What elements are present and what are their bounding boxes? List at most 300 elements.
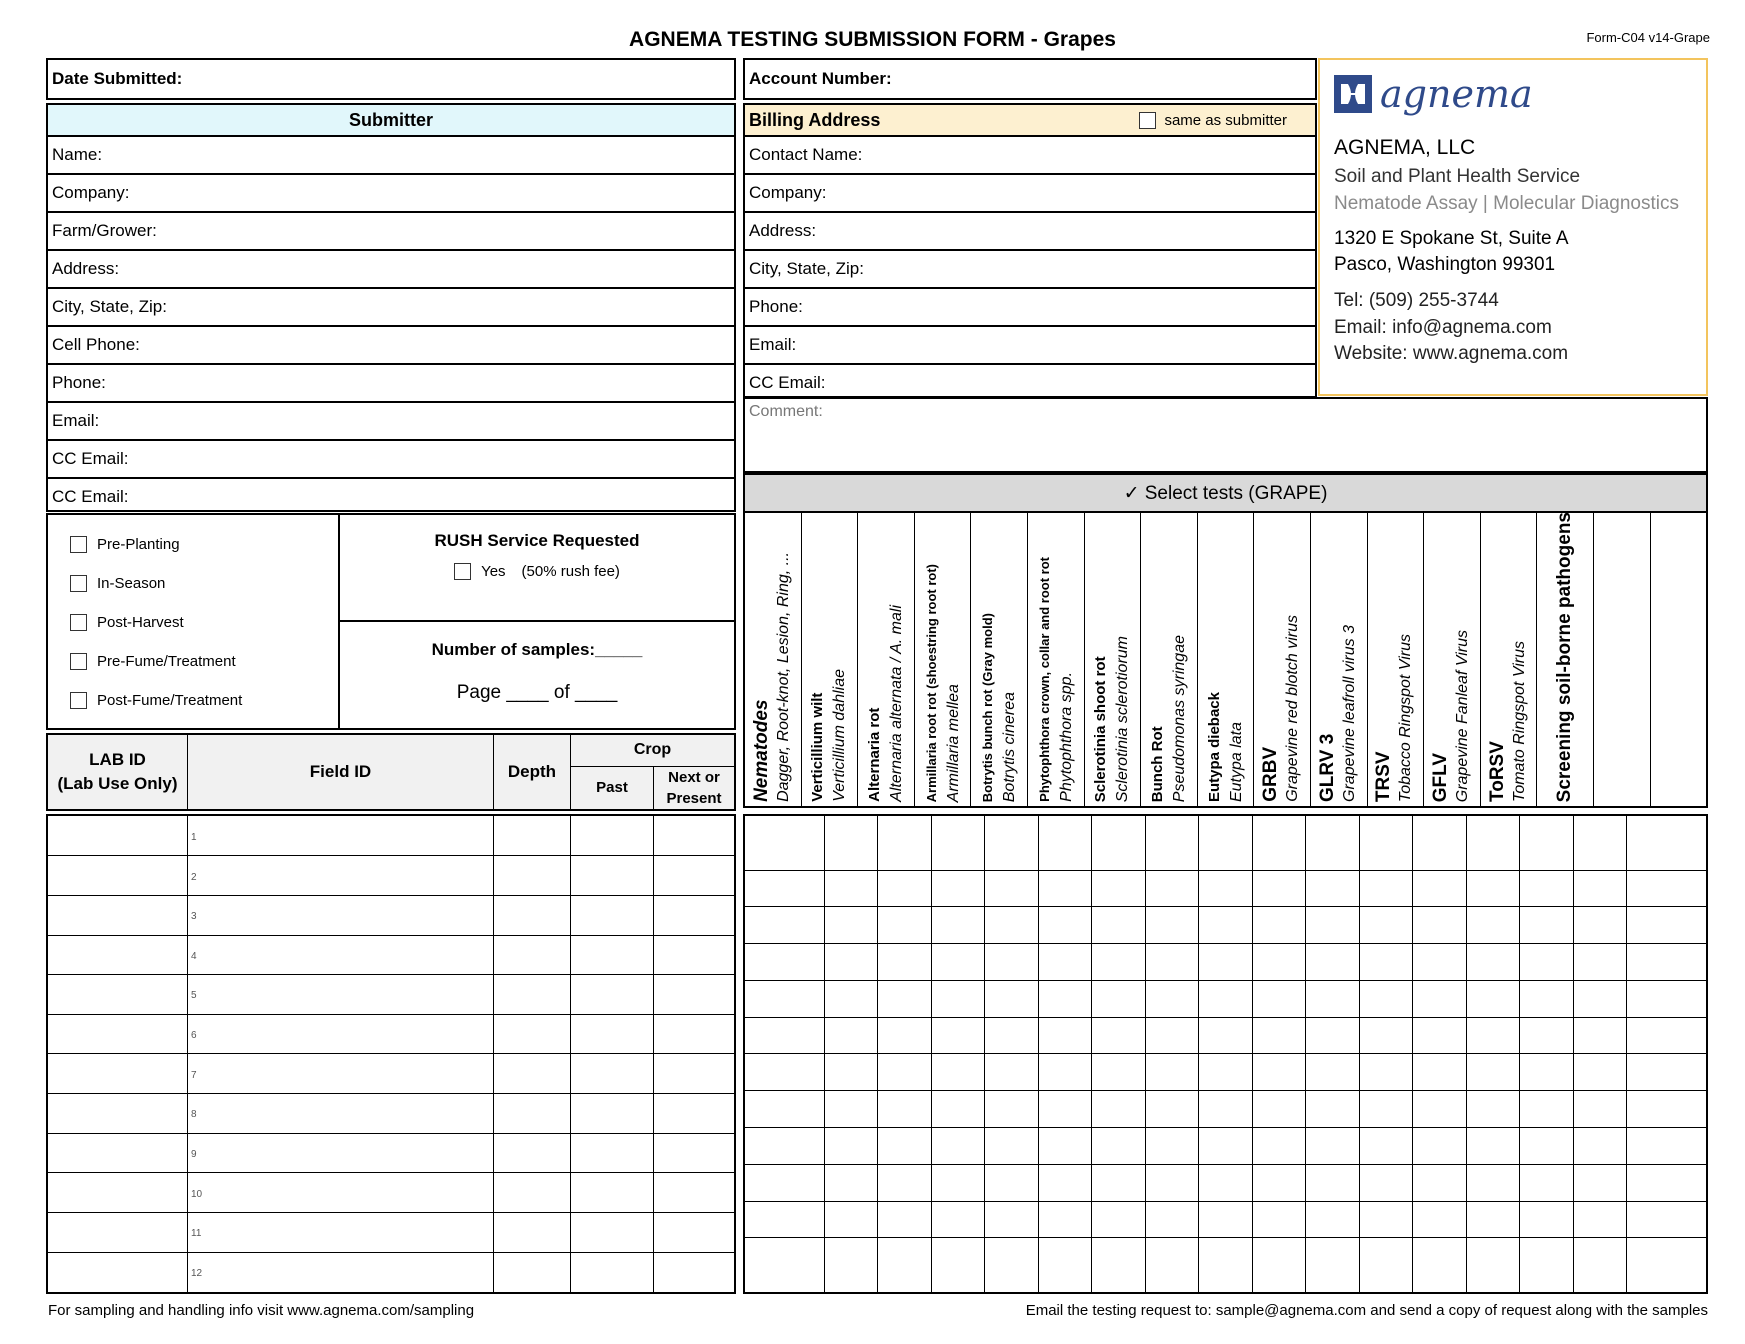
test-selection-cell[interactable]	[1359, 1201, 1413, 1238]
timing-checkbox[interactable]	[70, 575, 87, 592]
test-selection-cell[interactable]	[1145, 1238, 1199, 1293]
timing-checkbox[interactable]	[70, 653, 87, 670]
test-selection-cell[interactable]	[824, 944, 878, 981]
test-selection-cell[interactable]	[1038, 980, 1092, 1017]
test-selection-cell[interactable]	[1199, 980, 1253, 1017]
test-selection-cell[interactable]	[1306, 1164, 1360, 1201]
test-selection-cell[interactable]	[1359, 870, 1413, 907]
test-selection-cell[interactable]	[1252, 1054, 1306, 1091]
test-selection-cell[interactable]	[1520, 1201, 1574, 1238]
test-selection-cell[interactable]	[878, 1238, 932, 1293]
test-selection-cell[interactable]	[1252, 1164, 1306, 1201]
test-selection-cell[interactable]	[744, 1164, 824, 1201]
depth-cell[interactable]	[494, 815, 571, 856]
test-selection-cell[interactable]	[1466, 907, 1520, 944]
lab-id-cell[interactable]	[47, 1133, 188, 1173]
test-selection-cell[interactable]	[1359, 980, 1413, 1017]
crop-next-cell[interactable]	[654, 856, 736, 896]
submitter-field-row[interactable]	[48, 441, 734, 479]
test-selection-cell[interactable]	[1520, 1164, 1574, 1201]
same-as-submitter-checkbox[interactable]	[1139, 112, 1156, 129]
lab-id-cell[interactable]	[47, 975, 188, 1015]
test-selection-cell[interactable]	[1252, 870, 1306, 907]
test-selection-cell[interactable]	[985, 870, 1039, 907]
timing-checkbox[interactable]	[70, 692, 87, 709]
timing-option[interactable]	[70, 564, 338, 603]
test-selection-cell[interactable]	[1359, 815, 1413, 870]
test-selection-cell[interactable]	[878, 1054, 932, 1091]
test-selection-cell[interactable]	[1627, 1054, 1707, 1091]
test-selection-cell[interactable]	[1413, 815, 1467, 870]
test-selection-cell[interactable]	[1092, 907, 1146, 944]
lab-id-cell[interactable]	[47, 1094, 188, 1134]
test-selection-cell[interactable]	[1306, 870, 1360, 907]
lab-id-cell[interactable]	[47, 1014, 188, 1054]
test-selection-cell[interactable]	[1199, 944, 1253, 981]
submitter-field-row[interactable]	[48, 479, 734, 515]
test-selection-cell[interactable]	[1359, 1238, 1413, 1293]
crop-next-cell[interactable]	[654, 1213, 736, 1253]
test-selection-cell[interactable]	[931, 1128, 985, 1165]
crop-past-cell[interactable]	[571, 1213, 654, 1253]
crop-past-cell[interactable]	[571, 1133, 654, 1173]
test-selection-cell[interactable]	[1413, 1201, 1467, 1238]
field-id-cell[interactable]	[188, 1094, 494, 1134]
lab-id-cell[interactable]	[47, 895, 188, 935]
crop-next-cell[interactable]	[654, 1252, 736, 1293]
test-selection-cell[interactable]	[744, 815, 824, 870]
test-selection-cell[interactable]	[1092, 1128, 1146, 1165]
test-selection-cell[interactable]	[824, 1091, 878, 1128]
test-selection-cell[interactable]	[1359, 1017, 1413, 1054]
test-selection-cell[interactable]	[1466, 1201, 1520, 1238]
test-selection-cell[interactable]	[1627, 1091, 1707, 1128]
test-selection-cell[interactable]	[744, 907, 824, 944]
account-number-field[interactable]	[743, 58, 1317, 100]
field-id-cell[interactable]	[188, 1014, 494, 1054]
test-selection-cell[interactable]	[1573, 1201, 1627, 1238]
test-selection-cell[interactable]	[1145, 980, 1199, 1017]
submitter-field-row[interactable]	[48, 403, 734, 441]
field-id-cell[interactable]	[188, 1252, 494, 1293]
test-selection-cell[interactable]	[1573, 1238, 1627, 1293]
test-selection-cell[interactable]	[878, 870, 932, 907]
page-of[interactable]: Page ____ of ____	[456, 682, 618, 703]
submitter-field-row[interactable]	[48, 365, 734, 403]
test-selection-cell[interactable]	[1306, 1128, 1360, 1165]
test-selection-cell[interactable]	[878, 907, 932, 944]
test-selection-cell[interactable]	[1573, 980, 1627, 1017]
test-selection-cell[interactable]	[1359, 944, 1413, 981]
test-selection-cell[interactable]	[1306, 1017, 1360, 1054]
test-selection-cell[interactable]	[824, 1201, 878, 1238]
test-selection-cell[interactable]	[1038, 870, 1092, 907]
crop-next-cell[interactable]	[654, 1133, 736, 1173]
test-selection-cell[interactable]	[1252, 815, 1306, 870]
test-selection-cell[interactable]	[1199, 1091, 1253, 1128]
test-selection-cell[interactable]	[1199, 1238, 1253, 1293]
test-selection-cell[interactable]	[744, 1201, 824, 1238]
test-selection-cell[interactable]	[1252, 1238, 1306, 1293]
crop-next-cell[interactable]	[654, 1054, 736, 1094]
test-selection-cell[interactable]	[1573, 1091, 1627, 1128]
test-selection-cell[interactable]	[985, 1164, 1039, 1201]
crop-past-cell[interactable]	[571, 815, 654, 856]
test-selection-cell[interactable]	[1520, 944, 1574, 981]
test-selection-cell[interactable]	[878, 980, 932, 1017]
rush-yes-option[interactable]	[340, 563, 734, 580]
test-selection-cell[interactable]	[824, 1238, 878, 1293]
test-selection-cell[interactable]	[824, 1017, 878, 1054]
crop-next-cell[interactable]	[654, 1094, 736, 1134]
billing-field-row[interactable]	[745, 289, 1315, 327]
lab-id-cell[interactable]	[47, 1173, 188, 1213]
field-id-cell[interactable]	[188, 1173, 494, 1213]
test-selection-cell[interactable]	[878, 1091, 932, 1128]
test-selection-cell[interactable]	[1520, 1091, 1574, 1128]
test-selection-cell[interactable]	[1306, 1201, 1360, 1238]
test-selection-cell[interactable]	[931, 1164, 985, 1201]
crop-next-cell[interactable]	[654, 975, 736, 1015]
test-selection-cell[interactable]	[1413, 1091, 1467, 1128]
test-selection-cell[interactable]	[1092, 870, 1146, 907]
test-selection-cell[interactable]	[931, 980, 985, 1017]
test-selection-cell[interactable]	[1145, 944, 1199, 981]
test-selection-cell[interactable]	[824, 1164, 878, 1201]
test-selection-cell[interactable]	[1520, 815, 1574, 870]
test-selection-cell[interactable]	[1413, 870, 1467, 907]
test-selection-cell[interactable]	[1520, 907, 1574, 944]
test-selection-cell[interactable]	[1466, 1238, 1520, 1293]
test-selection-cell[interactable]	[1306, 944, 1360, 981]
test-selection-cell[interactable]	[1199, 907, 1253, 944]
field-id-cell[interactable]	[188, 856, 494, 896]
test-selection-cell[interactable]	[1145, 1201, 1199, 1238]
test-selection-cell[interactable]	[1413, 1017, 1467, 1054]
test-selection-cell[interactable]	[1359, 1164, 1413, 1201]
test-selection-cell[interactable]	[1573, 1017, 1627, 1054]
test-selection-cell[interactable]	[1038, 1091, 1092, 1128]
test-selection-cell[interactable]	[1199, 815, 1253, 870]
date-submitted-field[interactable]	[46, 58, 736, 100]
test-selection-cell[interactable]	[931, 907, 985, 944]
test-selection-cell[interactable]	[1092, 944, 1146, 981]
test-selection-cell[interactable]	[1413, 1054, 1467, 1091]
test-selection-cell[interactable]	[931, 870, 985, 907]
test-selection-cell[interactable]	[985, 1054, 1039, 1091]
depth-cell[interactable]	[494, 1173, 571, 1213]
test-selection-cell[interactable]	[1306, 907, 1360, 944]
test-selection-cell[interactable]	[1145, 1017, 1199, 1054]
test-selection-cell[interactable]	[1199, 1017, 1253, 1054]
lab-id-cell[interactable]	[47, 1213, 188, 1253]
test-selection-cell[interactable]	[1145, 870, 1199, 907]
submitter-field-row[interactable]	[48, 175, 734, 213]
test-selection-cell[interactable]	[1413, 980, 1467, 1017]
crop-next-cell[interactable]	[654, 935, 736, 975]
test-selection-cell[interactable]	[1092, 1091, 1146, 1128]
timing-option[interactable]	[70, 642, 338, 681]
depth-cell[interactable]	[494, 1014, 571, 1054]
test-selection-cell[interactable]	[824, 907, 878, 944]
same-as-submitter-option[interactable]	[1139, 112, 1287, 129]
test-selection-cell[interactable]	[744, 1128, 824, 1165]
test-selection-cell[interactable]	[744, 1091, 824, 1128]
test-selection-cell[interactable]	[1627, 1201, 1707, 1238]
test-selection-cell[interactable]	[1038, 1201, 1092, 1238]
timing-option[interactable]	[70, 603, 338, 642]
lab-id-cell[interactable]	[47, 1252, 188, 1293]
test-selection-cell[interactable]	[1573, 1164, 1627, 1201]
test-selection-cell[interactable]	[1199, 870, 1253, 907]
depth-cell[interactable]	[494, 1133, 571, 1173]
billing-field-row[interactable]	[745, 137, 1315, 175]
timing-option[interactable]	[70, 681, 338, 720]
test-selection-cell[interactable]	[1627, 980, 1707, 1017]
depth-cell[interactable]	[494, 856, 571, 896]
test-selection-cell[interactable]	[1573, 870, 1627, 907]
test-selection-cell[interactable]	[1092, 1054, 1146, 1091]
test-selection-cell[interactable]	[878, 944, 932, 981]
test-selection-cell[interactable]	[1573, 1128, 1627, 1165]
test-selection-cell[interactable]	[985, 907, 1039, 944]
test-selection-cell[interactable]	[1199, 1128, 1253, 1165]
test-selection-cell[interactable]	[1413, 944, 1467, 981]
timing-option[interactable]	[70, 525, 338, 564]
test-selection-cell[interactable]	[1573, 907, 1627, 944]
test-selection-cell[interactable]	[985, 1238, 1039, 1293]
test-selection-cell[interactable]	[1252, 1017, 1306, 1054]
test-selection-cell[interactable]	[824, 815, 878, 870]
billing-field-row[interactable]	[745, 175, 1315, 213]
field-id-cell[interactable]	[188, 1213, 494, 1253]
test-selection-cell[interactable]	[1466, 1128, 1520, 1165]
test-selection-cell[interactable]	[1145, 907, 1199, 944]
crop-next-cell[interactable]	[654, 1014, 736, 1054]
test-selection-cell[interactable]	[1038, 1017, 1092, 1054]
test-selection-cell[interactable]	[1359, 907, 1413, 944]
billing-field-row[interactable]	[745, 365, 1315, 401]
test-selection-cell[interactable]	[744, 944, 824, 981]
submitter-field-row[interactable]	[48, 213, 734, 251]
test-selection-cell[interactable]	[824, 1054, 878, 1091]
lab-id-cell[interactable]	[47, 1054, 188, 1094]
number-of-samples[interactable]: Number of samples:_____	[431, 640, 643, 659]
rush-yes-checkbox[interactable]	[454, 563, 471, 580]
test-selection-cell[interactable]	[1306, 1054, 1360, 1091]
test-selection-cell[interactable]	[1145, 1054, 1199, 1091]
crop-past-cell[interactable]	[571, 1014, 654, 1054]
test-selection-cell[interactable]	[744, 1017, 824, 1054]
crop-past-cell[interactable]	[571, 1094, 654, 1134]
comment-field[interactable]	[743, 397, 1708, 473]
test-selection-cell[interactable]	[824, 870, 878, 907]
timing-checkbox[interactable]	[70, 536, 87, 553]
submitter-field-row[interactable]	[48, 327, 734, 365]
test-selection-cell[interactable]	[1573, 1054, 1627, 1091]
test-selection-cell[interactable]	[1520, 1128, 1574, 1165]
test-selection-cell[interactable]	[985, 1128, 1039, 1165]
test-selection-cell[interactable]	[1306, 980, 1360, 1017]
crop-past-cell[interactable]	[571, 935, 654, 975]
crop-past-cell[interactable]	[571, 895, 654, 935]
crop-past-cell[interactable]	[571, 1252, 654, 1293]
test-selection-cell[interactable]	[744, 1054, 824, 1091]
test-selection-cell[interactable]	[1573, 944, 1627, 981]
test-selection-cell[interactable]	[931, 815, 985, 870]
test-selection-cell[interactable]	[1038, 1128, 1092, 1165]
test-selection-cell[interactable]	[878, 1128, 932, 1165]
test-selection-cell[interactable]	[744, 870, 824, 907]
test-selection-cell[interactable]	[1145, 1164, 1199, 1201]
test-selection-cell[interactable]	[1252, 907, 1306, 944]
test-selection-cell[interactable]	[1038, 907, 1092, 944]
test-selection-cell[interactable]	[1306, 815, 1360, 870]
timing-checkbox[interactable]	[70, 614, 87, 631]
submitter-field-row[interactable]	[48, 251, 734, 289]
test-selection-cell[interactable]	[1466, 980, 1520, 1017]
test-selection-cell[interactable]	[985, 1091, 1039, 1128]
test-selection-cell[interactable]	[878, 1164, 932, 1201]
test-selection-cell[interactable]	[1520, 980, 1574, 1017]
test-selection-cell[interactable]	[1306, 1238, 1360, 1293]
test-selection-cell[interactable]	[1252, 1128, 1306, 1165]
test-selection-cell[interactable]	[878, 1017, 932, 1054]
test-selection-cell[interactable]	[824, 980, 878, 1017]
test-selection-cell[interactable]	[1252, 1201, 1306, 1238]
test-selection-cell[interactable]	[1520, 1238, 1574, 1293]
test-selection-cell[interactable]	[1038, 1164, 1092, 1201]
test-selection-cell[interactable]	[1627, 944, 1707, 981]
test-selection-cell[interactable]	[878, 815, 932, 870]
depth-cell[interactable]	[494, 895, 571, 935]
test-selection-cell[interactable]	[1092, 1164, 1146, 1201]
test-selection-cell[interactable]	[985, 1201, 1039, 1238]
billing-field-row[interactable]	[745, 213, 1315, 251]
test-selection-cell[interactable]	[1038, 944, 1092, 981]
test-selection-cell[interactable]	[1252, 944, 1306, 981]
test-selection-cell[interactable]	[1199, 1054, 1253, 1091]
test-selection-cell[interactable]	[1627, 1128, 1707, 1165]
test-selection-cell[interactable]	[1038, 815, 1092, 870]
billing-field-row[interactable]	[745, 251, 1315, 289]
lab-id-cell[interactable]	[47, 815, 188, 856]
test-selection-cell[interactable]	[1466, 870, 1520, 907]
test-selection-cell[interactable]	[1466, 944, 1520, 981]
depth-cell[interactable]	[494, 975, 571, 1015]
field-id-cell[interactable]	[188, 1133, 494, 1173]
test-selection-cell[interactable]	[985, 980, 1039, 1017]
test-selection-cell[interactable]	[1413, 907, 1467, 944]
test-selection-cell[interactable]	[1466, 1164, 1520, 1201]
depth-cell[interactable]	[494, 1213, 571, 1253]
crop-next-cell[interactable]	[654, 815, 736, 856]
test-selection-cell[interactable]	[1359, 1091, 1413, 1128]
test-selection-cell[interactable]	[931, 1238, 985, 1293]
test-selection-cell[interactable]	[1145, 1128, 1199, 1165]
crop-past-cell[interactable]	[571, 856, 654, 896]
test-selection-cell[interactable]	[1627, 907, 1707, 944]
test-selection-cell[interactable]	[1413, 1128, 1467, 1165]
test-selection-cell[interactable]	[1359, 1054, 1413, 1091]
test-selection-cell[interactable]	[1627, 1238, 1707, 1293]
test-selection-cell[interactable]	[1092, 1201, 1146, 1238]
field-id-cell[interactable]	[188, 935, 494, 975]
test-selection-cell[interactable]	[1145, 1091, 1199, 1128]
test-selection-cell[interactable]	[1199, 1201, 1253, 1238]
crop-past-cell[interactable]	[571, 1173, 654, 1213]
test-selection-cell[interactable]	[931, 1017, 985, 1054]
depth-cell[interactable]	[494, 1252, 571, 1293]
crop-next-cell[interactable]	[654, 895, 736, 935]
test-selection-cell[interactable]	[744, 1238, 824, 1293]
submitter-field-row[interactable]	[48, 289, 734, 327]
test-selection-cell[interactable]	[1466, 1091, 1520, 1128]
submitter-field-row[interactable]	[48, 137, 734, 175]
test-selection-cell[interactable]	[1252, 980, 1306, 1017]
test-selection-cell[interactable]	[985, 1017, 1039, 1054]
test-selection-cell[interactable]	[1092, 1238, 1146, 1293]
test-selection-cell[interactable]	[1092, 1017, 1146, 1054]
test-selection-cell[interactable]	[1252, 1091, 1306, 1128]
test-selection-cell[interactable]	[1520, 870, 1574, 907]
test-selection-cell[interactable]	[1466, 1017, 1520, 1054]
crop-past-cell[interactable]	[571, 975, 654, 1015]
test-selection-cell[interactable]	[1627, 1164, 1707, 1201]
test-selection-cell[interactable]	[1573, 815, 1627, 870]
crop-past-cell[interactable]	[571, 1054, 654, 1094]
test-selection-cell[interactable]	[931, 1054, 985, 1091]
test-selection-cell[interactable]	[1092, 980, 1146, 1017]
field-id-cell[interactable]	[188, 975, 494, 1015]
crop-next-cell[interactable]	[654, 1173, 736, 1213]
depth-cell[interactable]	[494, 1094, 571, 1134]
lab-id-cell[interactable]	[47, 856, 188, 896]
test-selection-cell[interactable]	[1627, 1017, 1707, 1054]
test-selection-cell[interactable]	[1627, 815, 1707, 870]
test-selection-cell[interactable]	[1038, 1054, 1092, 1091]
lab-id-cell[interactable]	[47, 935, 188, 975]
test-selection-cell[interactable]	[824, 1128, 878, 1165]
test-selection-cell[interactable]	[1413, 1164, 1467, 1201]
test-selection-cell[interactable]	[1627, 870, 1707, 907]
test-selection-cell[interactable]	[1306, 1091, 1360, 1128]
test-selection-cell[interactable]	[1520, 1017, 1574, 1054]
test-selection-cell[interactable]	[1466, 815, 1520, 870]
test-selection-cell[interactable]	[1145, 815, 1199, 870]
test-selection-cell[interactable]	[1520, 1054, 1574, 1091]
depth-cell[interactable]	[494, 1054, 571, 1094]
test-selection-cell[interactable]	[931, 1091, 985, 1128]
test-selection-cell[interactable]	[1413, 1238, 1467, 1293]
test-selection-cell[interactable]	[1199, 1164, 1253, 1201]
test-selection-cell[interactable]	[985, 944, 1039, 981]
field-id-cell[interactable]	[188, 815, 494, 856]
billing-field-row[interactable]	[745, 327, 1315, 365]
test-selection-cell[interactable]	[1092, 815, 1146, 870]
test-selection-cell[interactable]	[1038, 1238, 1092, 1293]
test-selection-cell[interactable]	[744, 980, 824, 1017]
test-selection-cell[interactable]	[985, 815, 1039, 870]
field-id-cell[interactable]	[188, 895, 494, 935]
test-selection-cell[interactable]	[1466, 1054, 1520, 1091]
test-selection-cell[interactable]	[931, 944, 985, 981]
test-selection-cell[interactable]	[1359, 1128, 1413, 1165]
depth-cell[interactable]	[494, 935, 571, 975]
test-selection-cell[interactable]	[931, 1201, 985, 1238]
field-id-cell[interactable]	[188, 1054, 494, 1094]
test-selection-cell[interactable]	[878, 1201, 932, 1238]
